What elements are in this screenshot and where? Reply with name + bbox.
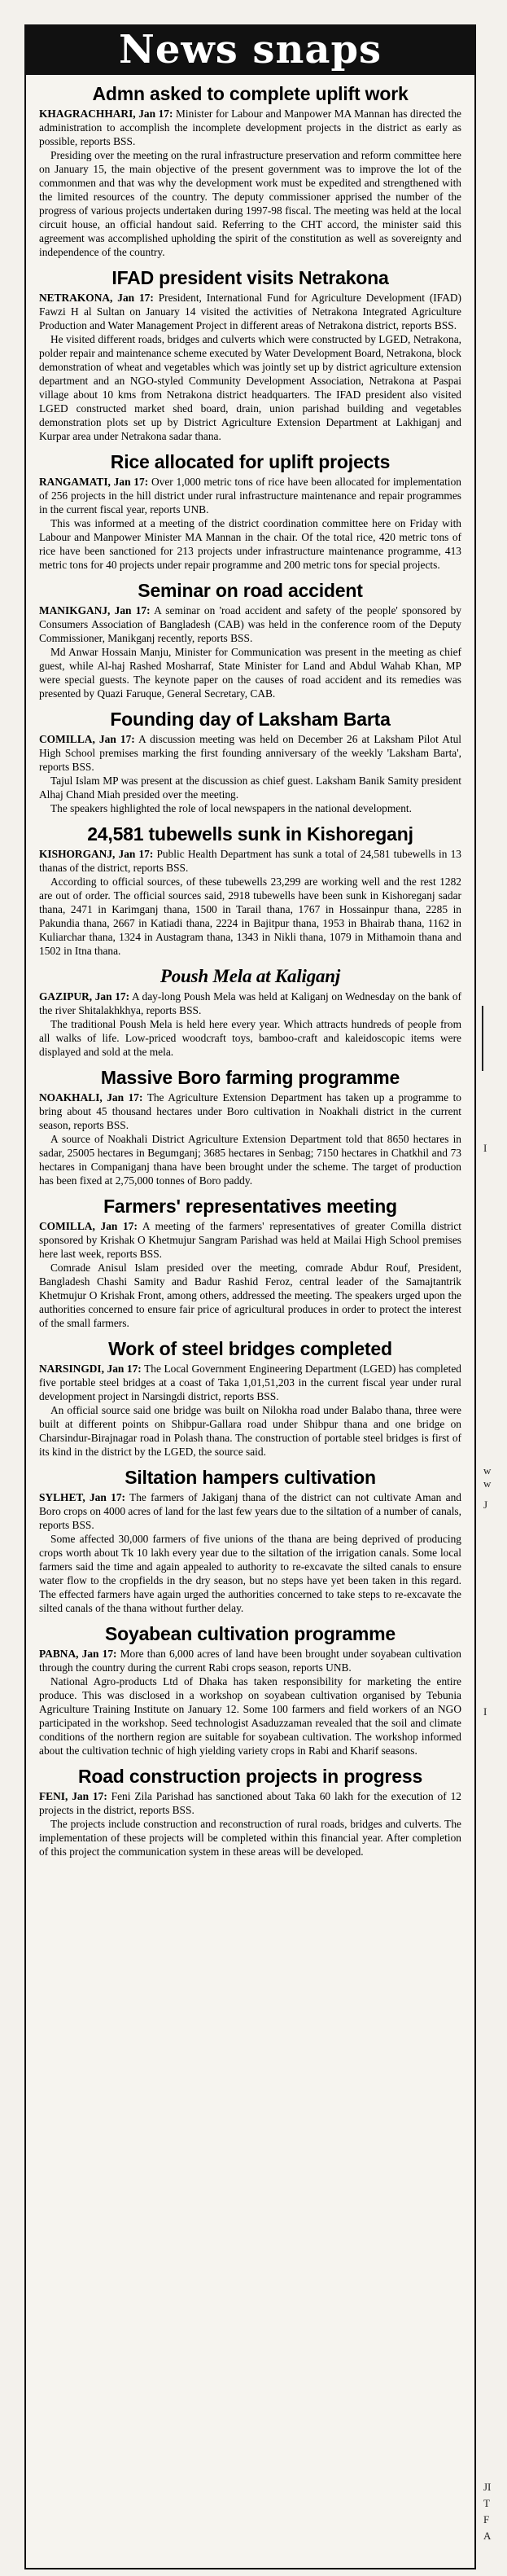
- adjacent-text-fragment: I: [483, 1142, 487, 1154]
- story-text: The projects include construction and reconstruction of rural roads, bridges and culverts. The implementation of these projects will be completed within this financial year. After completion of this project the communication system in these areas will be developed.: [39, 1818, 461, 1858]
- story-headline: Seminar on road accident: [138, 580, 363, 601]
- adjacent-text-fragment: w: [483, 1477, 492, 1490]
- story-dateline: GAZIPUR, Jan 17:: [39, 990, 130, 1003]
- story-text: Over 1,000 metric tons of rice have been allocated for implementation of 256 projects in the hill district under rural infrastructure maintenance and repair programmes in the current fiscal year, reports UNB.: [39, 476, 461, 516]
- story-text: Some affected 30,000 farmers of five unions of the thana are being deprived of producing crops worth about Tk 10 lakh every year due to the siltation of the irrigation canals. Some local farmers said the time and again appealed to authority to re-excavate the silted canals to ensure water flow to the cropfields in the dry season, but no steps have yet been taken in this regard. The effected farmers have again urged the authorities concerned to take steps to re-excavate the silted canals of the thana without further delay.: [39, 1533, 461, 1614]
- story-headline: Siltation hampers cultivation: [125, 1467, 376, 1488]
- story-paragraph: [39, 148, 461, 259]
- story-dateline: KHAGRACHHARI, Jan 17:: [39, 108, 173, 120]
- news-story: [39, 1067, 461, 1187]
- news-story: [39, 580, 461, 700]
- news-story: [39, 1467, 461, 1615]
- story-paragraph: [39, 475, 461, 516]
- news-story: [39, 1766, 461, 1858]
- story-paragraph: [39, 107, 461, 148]
- story-text: A source of Noakhali District Agriculture Extension Department told that 8650 hectares in sadar, 25005 hectares in Begumganj; 3685 hectares in Senbag; 7150 hectares in Chatkhil and 73 hectares in Companiganj thana have been brought under the scheme. The target of production has been fixed at 2,75,000 tonnes of Boro paddy.: [39, 1133, 461, 1187]
- story-headline: Rice allocated for uplift projects: [110, 451, 391, 472]
- story-text: Md Anwar Hossain Manju, Minister for Communication was present in the meeting as chief guest, while Al-haj Rashed Mosharraf, State Minister for Land and Abdul Wahab Khan, MP were special guests. The keynote paper on the causes of road accident and its remedies was presented by Quazi Faruque, General Secretary, CAB.: [39, 646, 461, 700]
- adjacent-text-fragment: F: [483, 2513, 490, 2526]
- story-dateline: RANGAMATI, Jan 17:: [39, 476, 149, 488]
- story-headline: Work of steel bridges completed: [108, 1338, 392, 1359]
- story-paragraph: [39, 875, 461, 958]
- news-story: [39, 1338, 461, 1459]
- story-text: National Agro-products Ltd of Dhaka has taken responsibility for marketing the entire produce. This was disclosed in a workshop on soyabean cultivation organised by Tebunia Agriculture Training Institute on January 12. Some 100 farmers and field workers of an NGO participated in the workshop. Seed technologist Asaduzzaman revealed that the soil and climate conditions of the northern region are suitable for soyabean cultivation. The workshop informed about the cultivation technic of high yielding variety crops in Rabi and Kharif seasons.: [39, 1675, 461, 1757]
- story-text: President, International Fund for Agriculture Development (IFAD) Fawzi H al Sultan on January 14 visited the activities of Netrakona Integrated Agriculture Production and Water Management Project in different areas of Netrakona district, reports BSS.: [39, 292, 461, 331]
- news-story: [39, 1196, 461, 1330]
- story-text: The farmers of Jakiganj thana of the district can not cultivate Aman and Boro crops on 4000 acres of land for the last few years due to the siltation of a number of canals, reports BSS.: [39, 1491, 461, 1531]
- story-paragraph: [39, 1789, 461, 1817]
- story-paragraph: [39, 603, 461, 645]
- story-text: More than 6,000 acres of land have been brought under soyabean cultivation through the country during the current Rabi crops season, reports UNB.: [39, 1648, 461, 1674]
- story-text: Presiding over the meeting on the rural infrastructure preservation and reform committee here on January 15, the main objective of the present government was to improve the lot of the commonmen and that was why the development work must be expedited and strengthened with the limited resources of the country. The deputy commissioner apprised the number of the progress of various projects undertaken during 1997-98 fiscal. The meeting was held at the local circuit house, an official handout said. Referring to the CHT accord, the minister said this agreement was accomplished upholding the spirit of the constitution as well as sovereignty and independence of the country.: [39, 149, 461, 258]
- story-dateline: NOAKHALI, Jan 17:: [39, 1091, 143, 1104]
- story-dateline: COMILLA, Jan 17:: [39, 733, 135, 745]
- adjacent-text-fragment: JI: [483, 2481, 492, 2493]
- story-headline: Founding day of Laksham Barta: [110, 709, 391, 730]
- adjacent-text-fragment: T: [483, 2497, 490, 2509]
- story-text: The traditional Poush Mela is held here every year. Which attracts hundreds of people from all walks of life. Low-priced woodcraft toys, bamboo-craft and kaleidoscopic items were displayed and sold at the mela.: [39, 1018, 461, 1058]
- story-headline: 24,581 tubewells sunk in Kishoreganj: [87, 823, 413, 845]
- story-dateline: MANIKGANJ, Jan 17:: [39, 604, 151, 617]
- story-paragraph: [39, 732, 461, 774]
- stories-container: [26, 75, 474, 1858]
- story-paragraph: [39, 1647, 461, 1674]
- story-text: An official source said one bridge was built on Nilokha road under Balabo thana, three were built at different points on Shibpur-Gallara road under Shibpur thana and one bridge on Charsindur-Birajnagar road in Polash thana. The construction of portable steel bridges is first of its kind in the district by the LGED, the source said.: [39, 1404, 461, 1458]
- news-story: [39, 267, 461, 443]
- adjacent-rule: [482, 1006, 483, 1071]
- adjacent-text-fragment: w: [483, 1464, 492, 1477]
- story-text: A meeting of the farmers' representatives of greater Comilla district sponsored by Krishak O Khetmujur Sangram Parishad was held at Mailai High School premises here last week, reports BSS.: [39, 1220, 461, 1260]
- news-story: [39, 1623, 461, 1758]
- story-text: Tajul Islam MP was present at the discussion as chief guest. Laksham Banik Samity president Alhaj Chand Miah presided over the meeting.: [39, 775, 461, 801]
- story-dateline: NARSINGDI, Jan 17:: [39, 1363, 142, 1375]
- story-text: A day-long Poush Mela was held at Kaliganj on Wednesday on the bank of the river Shitalakhkhya, reports BSS.: [39, 990, 461, 1016]
- story-dateline: NETRAKONA, Jan 17:: [39, 292, 154, 304]
- story-paragraph: [39, 1403, 461, 1459]
- story-text: A seminar on 'road accident and safety of the people' sponsored by Consumers Association of Bangladesh (CAB) was held in the conference room of the Deputy Commissioner, Manikganj recently, reports BSS.: [39, 604, 461, 644]
- story-text: He visited different roads, bridges and culverts which were constructed by LGED, Netrakona, polder repair and maintenance scheme executed by Water Development Board, Netrakona, block demonstration of wheat and vegetables which was jointly set up by district agriculture extension department and an NGO-styled Community Development Association, Netrakona at Paspai village about 10 kms from Netrakona district headquarters. The IFAD president also visited LGED constructed market shed board, drain, union parishad building and vegetables demonstration plots set up by District Agriculture Extension Department at Lakhiganj and Kurpar area under Netrakona sadar thana.: [39, 333, 461, 442]
- story-paragraph: [39, 1490, 461, 1532]
- news-column: [24, 24, 476, 2569]
- story-headline: Poush Mela at Kaliganj: [160, 966, 341, 986]
- story-headline: Soyabean cultivation programme: [105, 1623, 396, 1644]
- story-headline: IFAD president visits Netrakona: [111, 267, 389, 288]
- story-paragraph: [39, 990, 461, 1017]
- story-paragraph: [39, 291, 461, 332]
- story-headline: Farmers' representatives meeting: [103, 1196, 397, 1217]
- news-story: [39, 83, 461, 259]
- story-text: Minister for Labour and Manpower MA Mannan has directed the administration to accomplish the incomplete development projects in the district as early as possible, reports BSS.: [39, 108, 461, 147]
- story-paragraph: [39, 1017, 461, 1059]
- news-story: [39, 451, 461, 572]
- story-paragraph: [39, 1674, 461, 1758]
- news-story: [39, 709, 461, 815]
- story-text: The Agriculture Extension Department has taken up a programme to bring about 45 thousand hectares under Boro cultivation in Noakhali district in the current season, reports BSS.: [39, 1091, 462, 1131]
- adjacent-column-fragment: [479, 0, 507, 2576]
- story-text: The speakers highlighted the role of local newspapers in the national development.: [50, 802, 412, 814]
- news-story: [39, 966, 461, 1059]
- story-headline: Massive Boro farming programme: [100, 1067, 400, 1088]
- story-headline: Admn asked to complete uplift work: [92, 83, 409, 104]
- story-paragraph: [39, 1219, 461, 1261]
- story-dateline: KISHORGANJ, Jan 17:: [39, 848, 154, 860]
- story-paragraph: [39, 1817, 461, 1858]
- story-paragraph: [39, 645, 461, 700]
- adjacent-text-fragment: A: [483, 2530, 492, 2542]
- story-headline: Road construction projects in progress: [77, 1766, 423, 1787]
- story-dateline: COMILLA, Jan 17:: [39, 1220, 138, 1232]
- story-dateline: FENI, Jan 17:: [39, 1790, 107, 1802]
- story-paragraph: [39, 801, 461, 815]
- adjacent-text-fragment: I: [483, 1705, 487, 1718]
- story-paragraph: [39, 1261, 461, 1330]
- story-text: This was informed at a meeting of the district coordination committee here on Friday with Labour and Manpower Minister MA Mannan in the chair. Of the total rice, 420 metric tons of rice have been sanctioned for 213 projects under infrastructure maintenance programme, 413 metric tons for 40 projects under repair programme and 200 metric tons for special projects.: [39, 517, 461, 571]
- story-paragraph: [39, 1532, 461, 1615]
- story-text: Feni Zila Parishad has sanctioned about Taka 60 lakh for the execution of 12 projects in the district, reports BSS.: [39, 1790, 461, 1816]
- story-paragraph: [39, 1132, 461, 1187]
- story-text: A discussion meeting was held on December 26 at Laksham Pilot Atul High School premises marking the first founding anniversary of the weekly 'Laksham Barta', reports BSS.: [39, 733, 461, 773]
- adjacent-text-fragment: J: [483, 1499, 488, 1511]
- news-story: [39, 823, 461, 958]
- story-paragraph: [39, 516, 461, 572]
- story-text: Public Health Department has sunk a total of 24,581 tubewells in 13 thanas of the district, reports BSS.: [39, 848, 461, 874]
- story-dateline: SYLHET, Jan 17:: [39, 1491, 125, 1503]
- story-paragraph: [39, 1091, 461, 1132]
- story-text: According to official sources, of these tubewells 23,299 are working well and the rest 1282 are out of order. The official sources said, 2918 tubewells have been sunk in Kishoreganj sadar thana, 2471 in Karimganj thana, 1500 in Tarail thana, 1767 in Hossainpur thana, 2285 in Pakundia thana, 2667 in Katiadi thana, 2224 in Bajitpur thana, 1953 in Bhairab thana, 1162 in Kuliarchar thana, 1324 in Austagram thana, 1343 in Nikli thana, 1079 in Mithamoin thana and 1502 in Itna thana.: [39, 875, 461, 957]
- story-paragraph: [39, 1362, 461, 1403]
- story-paragraph: [39, 774, 461, 801]
- story-text: The Local Government Engineering Department (LGED) has completed five portable steel bridges at a coast of Taka 1,01,51,203 in the current fiscal year under rural development project in Narsingdi district, reports BSS.: [39, 1363, 462, 1402]
- story-paragraph: [39, 847, 461, 875]
- story-paragraph: [39, 332, 461, 443]
- section-banner: News snaps: [26, 24, 474, 75]
- story-dateline: PABNA, Jan 17:: [39, 1648, 117, 1660]
- story-text: Comrade Anisul Islam presided over the meeting, comrade Abdur Rouf, President, Bangladesh Chashi Samity and Badur Rashid Feroz, central leader of the Samajtantrik Khetmujur O Krishak Front, among others, addressed the meeting. The speakers urged upon the authorities concerned to ensure fair price of agricultural produces in order to protect the interest of the small farmers.: [39, 1262, 461, 1329]
